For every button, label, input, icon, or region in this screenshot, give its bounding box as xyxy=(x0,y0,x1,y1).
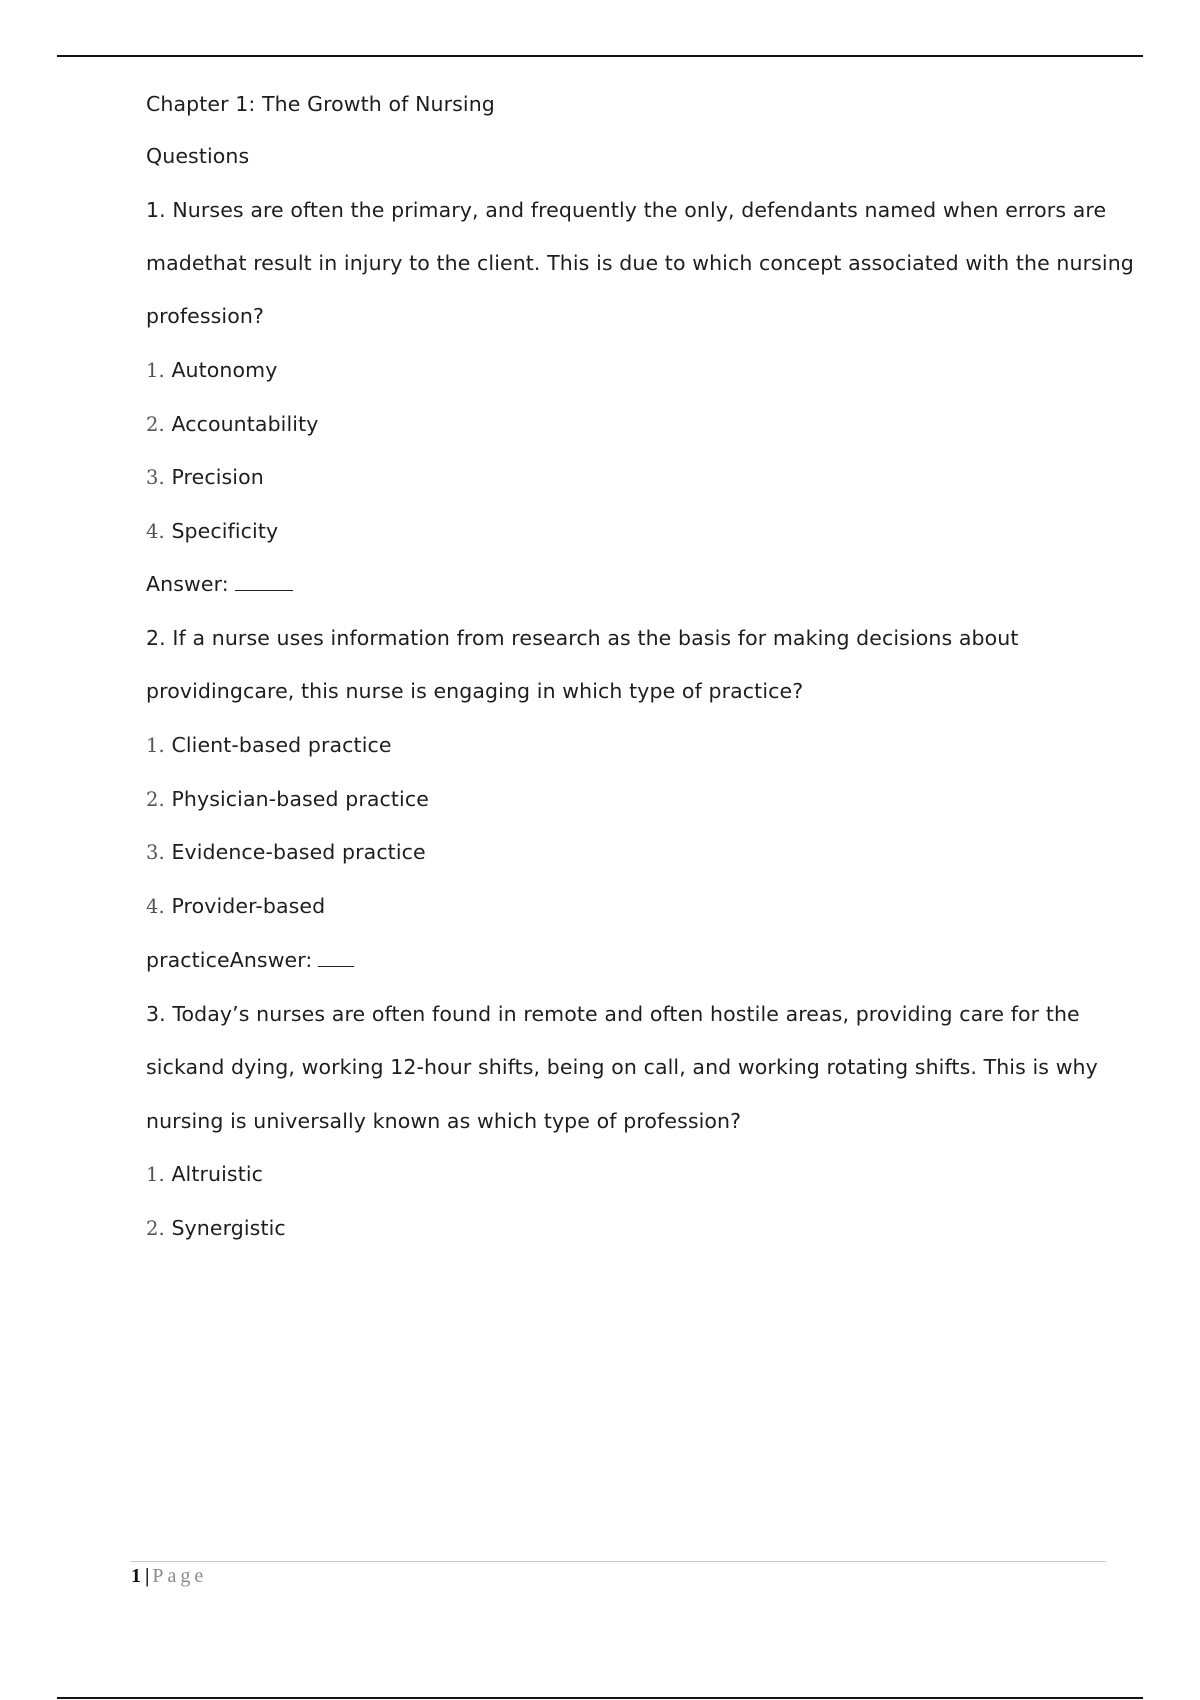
option-number: 1. xyxy=(146,359,165,382)
option-number: 1. xyxy=(146,1163,165,1186)
question-2-option-1 xyxy=(146,731,392,760)
option-number: 1. xyxy=(146,734,165,757)
question-2-line-2: providingcare, this nurse is engaging in which type of practice? xyxy=(146,679,804,703)
option-text: Synergistic xyxy=(171,1216,286,1240)
question-3-line-2: sickand dying, working 12-hour shifts, being on call, and working rotating shifts. This is why xyxy=(146,1055,1098,1079)
page-label: Page xyxy=(152,1565,208,1587)
question-3-line-3: nursing is universally known as which type of profession? xyxy=(146,1109,742,1133)
option-number: 4. xyxy=(146,520,165,543)
question-2-option-2 xyxy=(146,785,429,814)
answer-blank[interactable] xyxy=(235,572,293,591)
question-2-option-4 xyxy=(146,892,325,921)
page-footer xyxy=(131,1563,207,1589)
option-text: Specificity xyxy=(171,519,279,543)
question-1-answer xyxy=(146,570,293,598)
answer-label: practiceAnswer: xyxy=(146,948,313,972)
chapter-title: Chapter 1: The Growth of Nursing xyxy=(146,92,495,116)
question-1-option-4 xyxy=(146,517,278,546)
option-text: Client-based practice xyxy=(171,733,392,757)
answer-blank[interactable] xyxy=(318,948,354,967)
answer-label: Answer: xyxy=(146,572,229,596)
question-3-option-1 xyxy=(146,1160,263,1189)
question-3-option-2 xyxy=(146,1214,286,1243)
option-number: 2. xyxy=(146,413,165,436)
option-text: Precision xyxy=(171,465,264,489)
question-1-line-1: 1. Nurses are often the primary, and frequently the only, defendants named when errors are xyxy=(146,198,1107,222)
question-1-option-2 xyxy=(146,410,318,439)
question-1-option-3 xyxy=(146,463,264,492)
bottom-rule xyxy=(57,1697,1143,1699)
option-text: Provider-based xyxy=(171,894,326,918)
option-text: Accountability xyxy=(171,412,319,436)
section-label: Questions xyxy=(146,144,250,168)
option-number: 3. xyxy=(146,466,165,489)
question-1-line-3: profession? xyxy=(146,304,264,328)
option-number: 4. xyxy=(146,895,165,918)
option-text: Evidence-based practice xyxy=(171,840,426,864)
question-1-line-2: madethat result in injury to the client. This is due to which concept associated with the nursing xyxy=(146,251,1134,275)
question-2-option-3 xyxy=(146,838,426,867)
option-number: 3. xyxy=(146,841,165,864)
page-number: 1 xyxy=(131,1565,141,1587)
option-text: Autonomy xyxy=(171,358,278,382)
option-number: 2. xyxy=(146,1217,165,1240)
question-3-line-1: 3. Today’s nurses are often found in remote and often hostile areas, providing care for the xyxy=(146,1002,1080,1026)
question-2-line-1: 2. If a nurse uses information from research as the basis for making decisions about xyxy=(146,626,1019,650)
question-2-answer xyxy=(146,946,354,974)
question-1-option-1 xyxy=(146,356,277,385)
footer-separator: | xyxy=(145,1565,150,1587)
top-rule xyxy=(57,55,1143,57)
footer-rule xyxy=(130,1561,1106,1562)
option-number: 2. xyxy=(146,788,165,811)
option-text: Physician-based practice xyxy=(171,787,429,811)
option-text: Altruistic xyxy=(171,1162,263,1186)
